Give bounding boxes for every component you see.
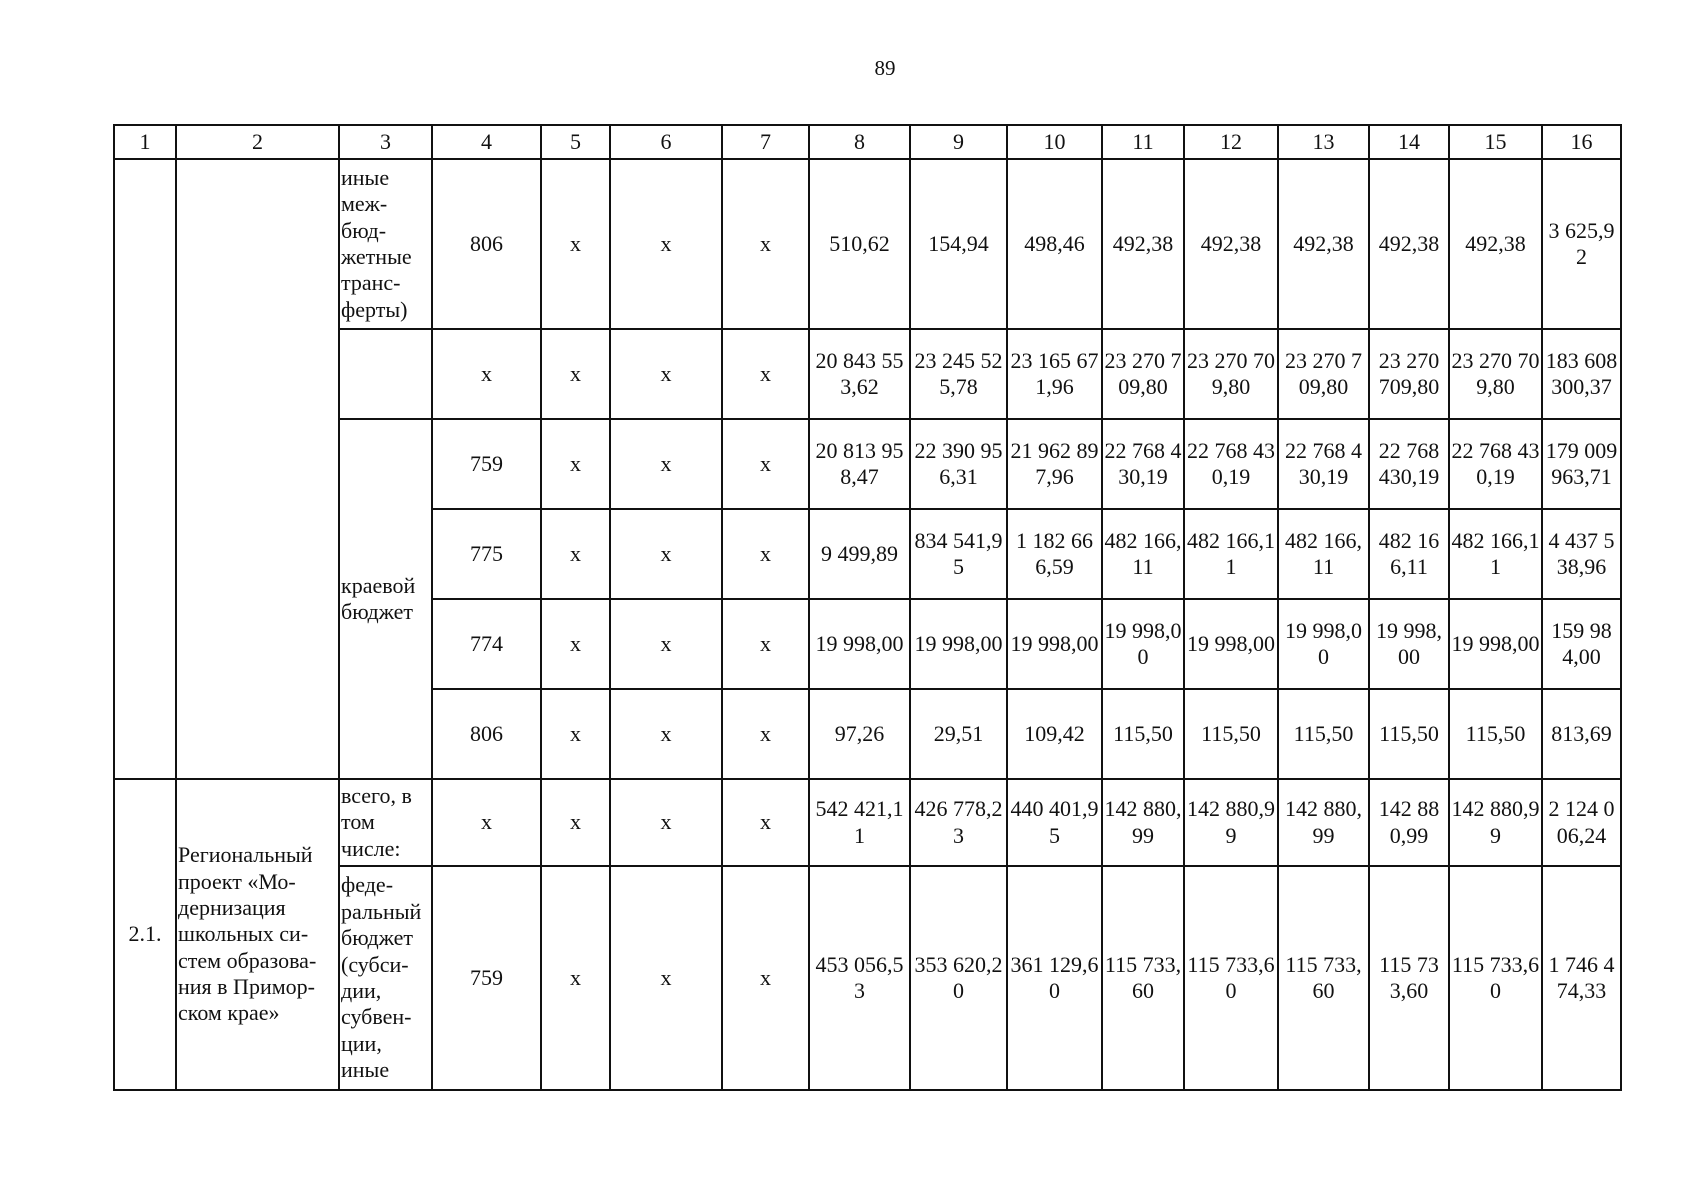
value-cell: 482 166,11: [1449, 509, 1542, 599]
value-cell: 179 009 963,71: [1542, 419, 1621, 509]
value-cell: 492,38: [1278, 159, 1369, 329]
value-cell: 23 245 525,78: [910, 329, 1007, 419]
value-cell: 19 998,00: [1278, 599, 1369, 689]
value-cell: 183 608 300,37: [1542, 329, 1621, 419]
funding-source-cell: иные меж- бюд- жетные транс- ферты): [339, 159, 432, 329]
value-cell: 20 843 553,62: [809, 329, 910, 419]
column-header: 7: [722, 125, 809, 159]
code-cell: x: [722, 866, 809, 1090]
column-header: 10: [1007, 125, 1102, 159]
code-cell: x: [722, 509, 809, 599]
column-header: 8: [809, 125, 910, 159]
value-cell: 109,42: [1007, 689, 1102, 779]
value-cell: 361 129,60: [1007, 866, 1102, 1090]
code-cell: x: [541, 329, 610, 419]
column-header: 9: [910, 125, 1007, 159]
code-cell: 759: [432, 419, 541, 509]
value-cell: 142 880,99: [1449, 779, 1542, 866]
code-cell: x: [541, 159, 610, 329]
value-cell: 498,46: [1007, 159, 1102, 329]
value-cell: 115 733,60: [1184, 866, 1278, 1090]
value-cell: 482 166,11: [1369, 509, 1449, 599]
value-cell: 22 768 430,19: [1184, 419, 1278, 509]
code-cell: x: [610, 509, 722, 599]
code-cell: x: [722, 419, 809, 509]
funding-source-cell: [339, 329, 432, 419]
column-header: 5: [541, 125, 610, 159]
code-cell: 774: [432, 599, 541, 689]
value-cell: 813,69: [1542, 689, 1621, 779]
value-cell: 482 166,11: [1184, 509, 1278, 599]
value-cell: 453 056,53: [809, 866, 910, 1090]
code-cell: x: [432, 779, 541, 866]
value-cell: 21 962 897,96: [1007, 419, 1102, 509]
table-row: [114, 419, 1621, 509]
column-header: 11: [1102, 125, 1184, 159]
value-cell: 1 182 666,59: [1007, 509, 1102, 599]
value-cell: 23 270 709,80: [1278, 329, 1369, 419]
column-header: 13: [1278, 125, 1369, 159]
code-cell: x: [541, 419, 610, 509]
value-cell: 440 401,95: [1007, 779, 1102, 866]
program-name-cell: Региональный проект «Мо- дернизация школьных си- стем образова- ния в Примор- ском крае»: [176, 779, 339, 1090]
value-cell: 19 998,00: [1007, 599, 1102, 689]
value-cell: 22 390 956,31: [910, 419, 1007, 509]
code-cell: x: [722, 599, 809, 689]
value-cell: 115 733,60: [1278, 866, 1369, 1090]
code-cell: x: [610, 419, 722, 509]
code-cell: 775: [432, 509, 541, 599]
value-cell: 154,94: [910, 159, 1007, 329]
value-cell: 23 270 709,80: [1449, 329, 1542, 419]
value-cell: 4 437 538,96: [1542, 509, 1621, 599]
table-row: [114, 159, 1621, 329]
value-cell: 115,50: [1369, 689, 1449, 779]
value-cell: 142 880,99: [1184, 779, 1278, 866]
value-cell: 3 625,92: [1542, 159, 1621, 329]
code-cell: x: [722, 329, 809, 419]
value-cell: 115,50: [1102, 689, 1184, 779]
value-cell: 19 998,00: [1449, 599, 1542, 689]
value-cell: 97,26: [809, 689, 910, 779]
value-cell: 492,38: [1369, 159, 1449, 329]
value-cell: 115 733,60: [1449, 866, 1542, 1090]
value-cell: 542 421,11: [809, 779, 910, 866]
value-cell: 115,50: [1278, 689, 1369, 779]
table-row: [114, 329, 1621, 419]
value-cell: 2 124 006,24: [1542, 779, 1621, 866]
code-cell: x: [541, 599, 610, 689]
funding-source-cell: краевой бюджет: [339, 419, 432, 779]
value-cell: 19 998,00: [910, 599, 1007, 689]
value-cell: 142 880,99: [1278, 779, 1369, 866]
value-cell: 19 998,00: [809, 599, 910, 689]
code-cell: x: [722, 159, 809, 329]
row-number-cell: 2.1.: [114, 779, 176, 1090]
header-row: [114, 125, 1621, 159]
table-row: [114, 779, 1621, 866]
code-cell: x: [722, 779, 809, 866]
column-header: 12: [1184, 125, 1278, 159]
code-cell: x: [541, 866, 610, 1090]
program-name-cell: [176, 159, 339, 779]
value-cell: 23 165 671,96: [1007, 329, 1102, 419]
code-cell: 806: [432, 159, 541, 329]
value-cell: 9 499,89: [809, 509, 910, 599]
code-cell: x: [610, 159, 722, 329]
column-header: 16: [1542, 125, 1621, 159]
value-cell: 353 620,20: [910, 866, 1007, 1090]
value-cell: 142 880,99: [1102, 779, 1184, 866]
value-cell: 29,51: [910, 689, 1007, 779]
value-cell: 115,50: [1184, 689, 1278, 779]
value-cell: 23 270 709,80: [1102, 329, 1184, 419]
value-cell: 482 166,11: [1278, 509, 1369, 599]
funding-source-cell: всего, в том числе:: [339, 779, 432, 866]
value-cell: 22 768 430,19: [1449, 419, 1542, 509]
code-cell: x: [610, 329, 722, 419]
code-cell: x: [610, 689, 722, 779]
code-cell: x: [541, 779, 610, 866]
code-cell: 759: [432, 866, 541, 1090]
column-header: 2: [176, 125, 339, 159]
value-cell: 22 768 430,19: [1369, 419, 1449, 509]
value-cell: 492,38: [1449, 159, 1542, 329]
code-cell: x: [541, 689, 610, 779]
value-cell: 19 998,00: [1102, 599, 1184, 689]
code-cell: x: [610, 599, 722, 689]
row-number-cell: [114, 159, 176, 779]
value-cell: 22 768 430,19: [1278, 419, 1369, 509]
code-cell: x: [722, 689, 809, 779]
value-cell: 510,62: [809, 159, 910, 329]
value-cell: 492,38: [1102, 159, 1184, 329]
value-cell: 19 998,00: [1369, 599, 1449, 689]
code-cell: x: [610, 866, 722, 1090]
value-cell: 834 541,95: [910, 509, 1007, 599]
page-number: 89: [874, 56, 896, 80]
value-cell: 1 746 474,33: [1542, 866, 1621, 1090]
value-cell: 115 733,60: [1102, 866, 1184, 1090]
value-cell: 492,38: [1184, 159, 1278, 329]
value-cell: 23 270 709,80: [1369, 329, 1449, 419]
value-cell: 142 880,99: [1369, 779, 1449, 866]
column-header: 4: [432, 125, 541, 159]
column-header: 6: [610, 125, 722, 159]
value-cell: 22 768 430,19: [1102, 419, 1184, 509]
value-cell: 482 166,11: [1102, 509, 1184, 599]
value-cell: 426 778,23: [910, 779, 1007, 866]
value-cell: 159 984,00: [1542, 599, 1621, 689]
column-header: 1: [114, 125, 176, 159]
value-cell: 20 813 958,47: [809, 419, 910, 509]
column-header: 3: [339, 125, 432, 159]
code-cell: 806: [432, 689, 541, 779]
value-cell: 115 733,60: [1369, 866, 1449, 1090]
budget-table: [113, 124, 1622, 1091]
funding-source-cell: феде- ральный бюджет (субси- дии, субвен- ции, иные: [339, 866, 432, 1090]
value-cell: 115,50: [1449, 689, 1542, 779]
value-cell: 23 270 709,80: [1184, 329, 1278, 419]
code-cell: x: [541, 509, 610, 599]
code-cell: x: [432, 329, 541, 419]
table-row: [114, 866, 1621, 1090]
value-cell: 19 998,00: [1184, 599, 1278, 689]
column-header: 15: [1449, 125, 1542, 159]
code-cell: x: [610, 779, 722, 866]
column-header: 14: [1369, 125, 1449, 159]
